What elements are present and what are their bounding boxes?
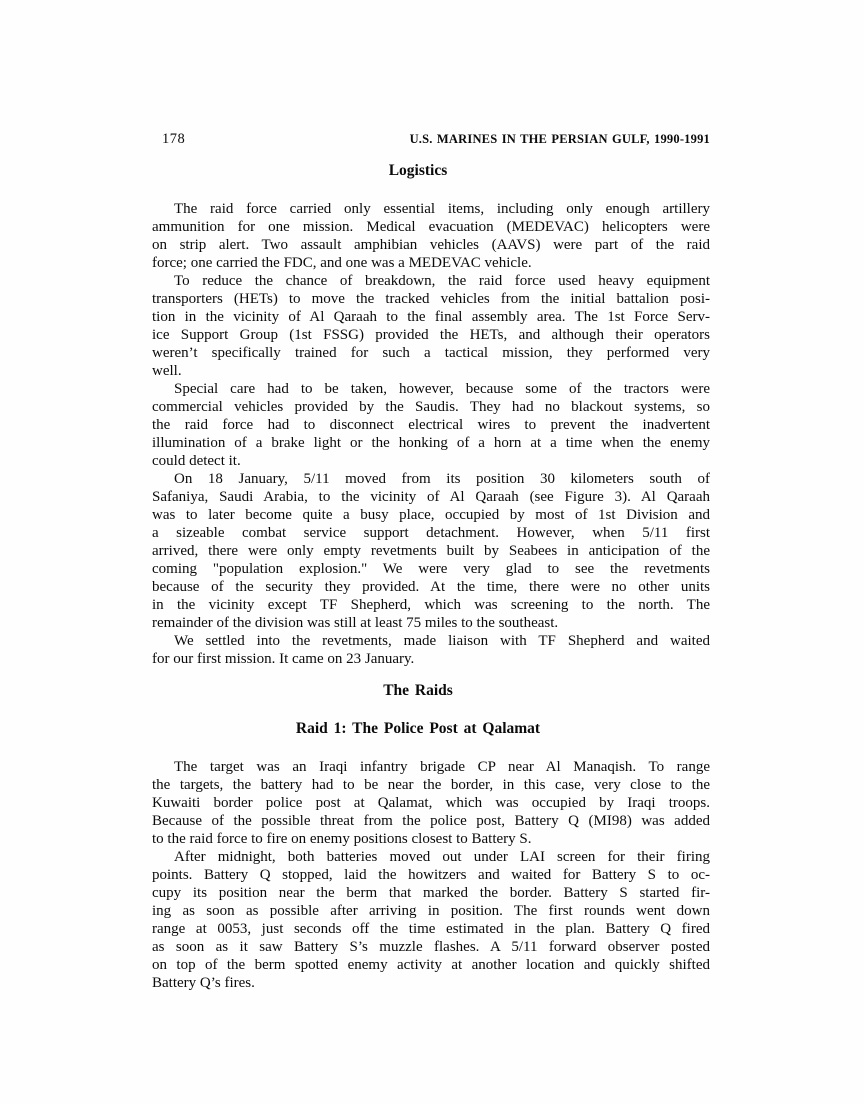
- text-line: ammunition for one mission. Medical evacuation (MEDEVAC) helicopters were: [152, 219, 710, 235]
- text-line: Because of the possible threat from the police post, Battery Q (MI98) was added: [152, 813, 710, 829]
- text-line: remainder of the division was still at least 75 miles to the southeast.: [152, 615, 559, 631]
- text-line: Kuwaiti border police post at Qalamat, which was occupied by Iraqi troops.: [152, 795, 710, 811]
- page-number: 178: [162, 131, 186, 147]
- text-line: points. Battery Q stopped, laid the howitzers and waited for Battery S to oc-: [152, 867, 710, 883]
- text-line: Special care had to be taken, however, because some of the tractors were: [174, 381, 710, 397]
- text-line: because of the security they provided. At the time, there were no other units: [152, 579, 710, 595]
- paragraph: [152, 848, 710, 992]
- text-line: weren’t specifically trained for such a tactical mission, they performed very: [152, 345, 710, 361]
- section-heading: Logistics: [388, 162, 448, 179]
- text-line: We settled into the revetments, made liaison with TF Shepherd and waited: [174, 633, 710, 649]
- sub-heading: Raid 1: The Police Post at Qalamat: [295, 720, 541, 737]
- page-header: [152, 130, 710, 148]
- paragraph: [152, 758, 710, 848]
- text-line: for our first mission. It came on 23 January.: [152, 651, 415, 667]
- paragraph: [152, 632, 710, 668]
- running-title: U.S. MARINES IN THE PERSIAN GULF, 1990-1991: [409, 132, 710, 146]
- text-column: [152, 130, 710, 992]
- paragraph: [152, 200, 710, 272]
- text-line: as soon as it saw Battery S’s muzzle flashes. A 5/11 forward observer posted: [152, 939, 710, 955]
- text-line: On 18 January, 5/11 moved from its position 30 kilometers south of: [174, 471, 710, 487]
- text-line: on strip alert. Two assault amphibian vehicles (AAVS) were part of the raid: [152, 237, 710, 253]
- text-line: could detect it.: [152, 453, 241, 469]
- text-line: the raid force had to disconnect electrical wires to prevent the inadvertent: [152, 417, 710, 433]
- text-line: tion in the vicinity of Al Qaraah to the final assembly area. The 1st Force Serv-: [152, 309, 710, 325]
- page-body: [152, 162, 710, 992]
- text-line: to the raid force to fire on enemy positions closest to Battery S.: [152, 831, 532, 847]
- text-line: ice Support Group (1st FSSG) provided the HETs, and although their operators: [152, 327, 710, 343]
- text-line: in the vicinity except TF Shepherd, which was screening to the north. The: [152, 597, 710, 613]
- section-heading: The Raids: [383, 682, 453, 699]
- text-line: range at 0053, just seconds off the time estimated in the plan. Battery Q fired: [152, 921, 710, 937]
- text-line: The target was an Iraqi infantry brigade CP near Al Manaqish. To range: [174, 759, 710, 775]
- text-line: After midnight, both batteries moved out under LAI screen for their firing: [174, 849, 710, 865]
- text-line: The raid force carried only essential items, including only enough artillery: [174, 201, 710, 217]
- text-line: a sizeable combat service support detachment. However, when 5/11 first: [152, 525, 710, 541]
- text-line: To reduce the chance of breakdown, the raid force used heavy equipment: [174, 273, 710, 289]
- text-line: ing as soon as possible after arriving in position. The first rounds went down: [152, 903, 710, 919]
- text-line: was to later become quite a busy place, occupied by most of 1st Division and: [152, 507, 710, 523]
- text-line: on top of the berm spotted enemy activity at another location and quickly shifted: [152, 957, 710, 973]
- text-line: transporters (HETs) to move the tracked vehicles from the initial battalion posi-: [152, 291, 710, 307]
- text-line: the targets, the battery had to be near the border, in this case, very close to the: [152, 777, 710, 793]
- text-line: illumination of a brake light or the honking of a horn at a time when the enemy: [152, 435, 710, 451]
- text-line: well.: [152, 363, 182, 379]
- text-line: commercial vehicles provided by the Saudis. They had no blackout systems, so: [152, 399, 710, 415]
- paragraph: [152, 272, 710, 380]
- text-line: cupy its position near the berm that marked the border. Battery S started fir-: [152, 885, 710, 901]
- paragraph: [152, 380, 710, 470]
- text-line: Battery Q’s fires.: [152, 975, 255, 991]
- text-line: Safaniya, Saudi Arabia, to the vicinity of Al Qaraah (see Figure 3). Al Qaraah: [152, 489, 710, 505]
- text-line: force; one carried the FDC, and one was a MEDEVAC vehicle.: [152, 255, 532, 271]
- paragraph: [152, 470, 710, 632]
- text-line: arrived, there were only empty revetments built by Seabees in anticipation of the: [152, 543, 710, 559]
- text-line: coming "population explosion." We were very glad to see the revetments: [152, 561, 710, 577]
